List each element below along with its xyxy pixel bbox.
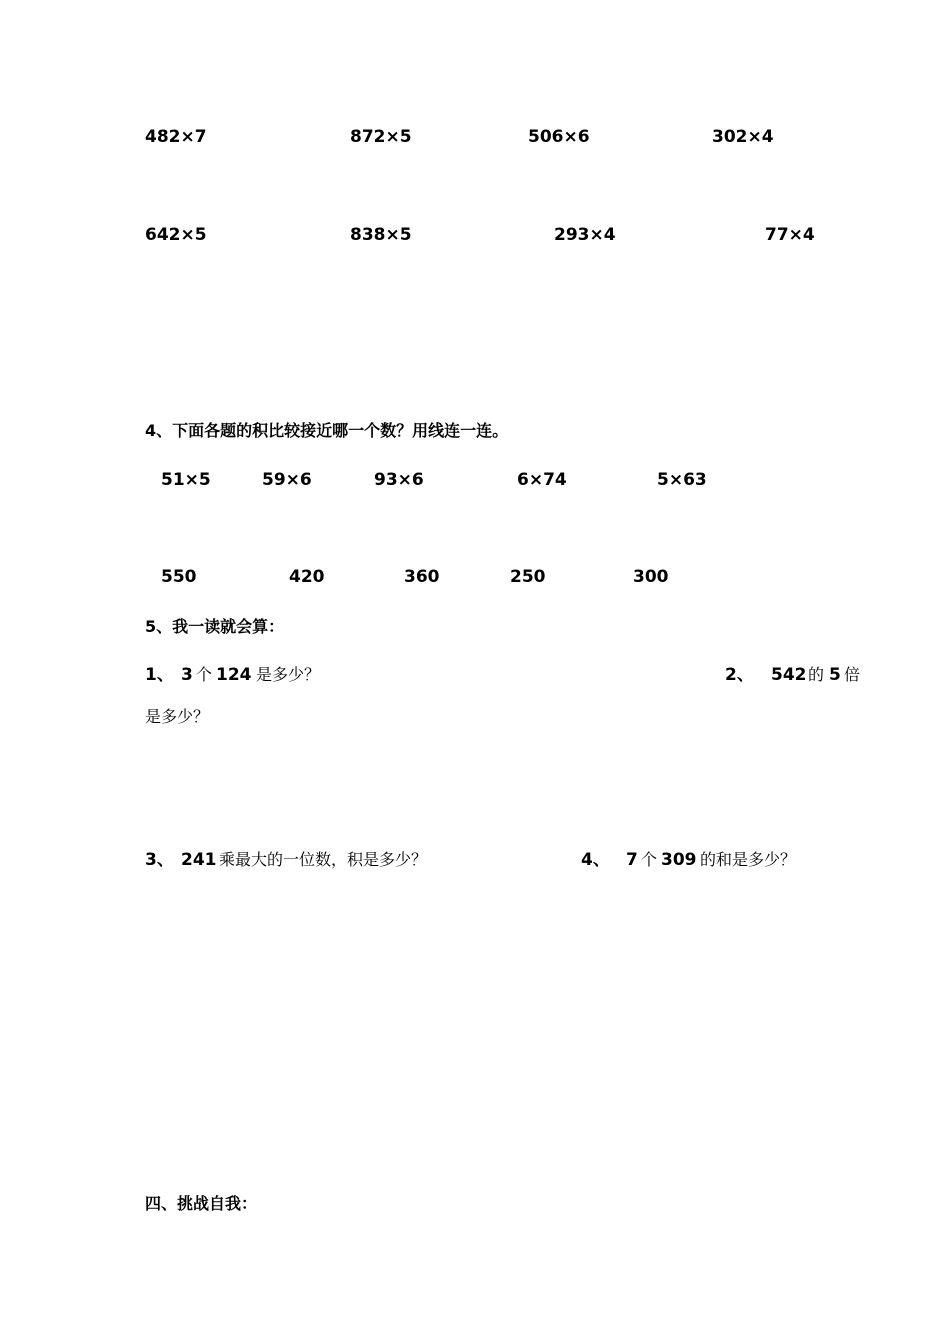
expression-item: 51×5 <box>161 470 211 490</box>
calc-item: 302×4 <box>712 127 774 147</box>
question-number: 542 <box>771 665 807 685</box>
number-item: 420 <box>289 567 325 587</box>
question-index: 1、 <box>145 665 174 685</box>
question-text: 的 <box>808 665 825 684</box>
number-item: 550 <box>161 567 197 587</box>
question-unit: 个 <box>641 850 658 869</box>
question-number: 309 <box>661 850 697 870</box>
expression-item: 6×74 <box>517 470 567 490</box>
question-factor: 5 <box>829 665 841 685</box>
section4-heading: 4、下面各题的积比较接近哪一个数？用线连一连。 <box>145 421 509 440</box>
question-index: 3、 <box>145 850 174 870</box>
question-number: 241 <box>181 850 217 870</box>
expression-item: 93×6 <box>374 470 424 490</box>
question-qty: 7 <box>626 850 638 870</box>
number-item: 360 <box>404 567 440 587</box>
number-item: 250 <box>510 567 546 587</box>
question-unit: 个 <box>196 665 213 684</box>
section5-heading: 5、我一读就会算： <box>145 617 285 636</box>
question-text: 是多少？ <box>256 665 321 684</box>
calc-item: 293×4 <box>554 225 616 245</box>
question-text: 倍 <box>844 665 861 684</box>
question-text: 乘最大的一位数，积是多少？ <box>219 850 428 869</box>
number-item: 300 <box>633 567 669 587</box>
calc-item: 872×5 <box>350 127 412 147</box>
calc-item: 838×5 <box>350 225 412 245</box>
question-qty: 3 <box>181 665 193 685</box>
expression-item: 59×6 <box>262 470 312 490</box>
question-index: 4、 <box>581 850 610 870</box>
question-text: 的和是多少？ <box>700 850 797 869</box>
calc-item: 506×6 <box>528 127 590 147</box>
expression-item: 5×63 <box>657 470 707 490</box>
calc-item: 642×5 <box>145 225 207 245</box>
question-text-continued: 是多少？ <box>145 707 210 726</box>
challenge-heading: 四、挑战自我： <box>145 1194 258 1213</box>
calc-item: 482×7 <box>145 127 207 147</box>
question-number: 124 <box>216 665 252 685</box>
calc-item: 77×4 <box>765 225 815 245</box>
question-index: 2、 <box>725 665 754 685</box>
